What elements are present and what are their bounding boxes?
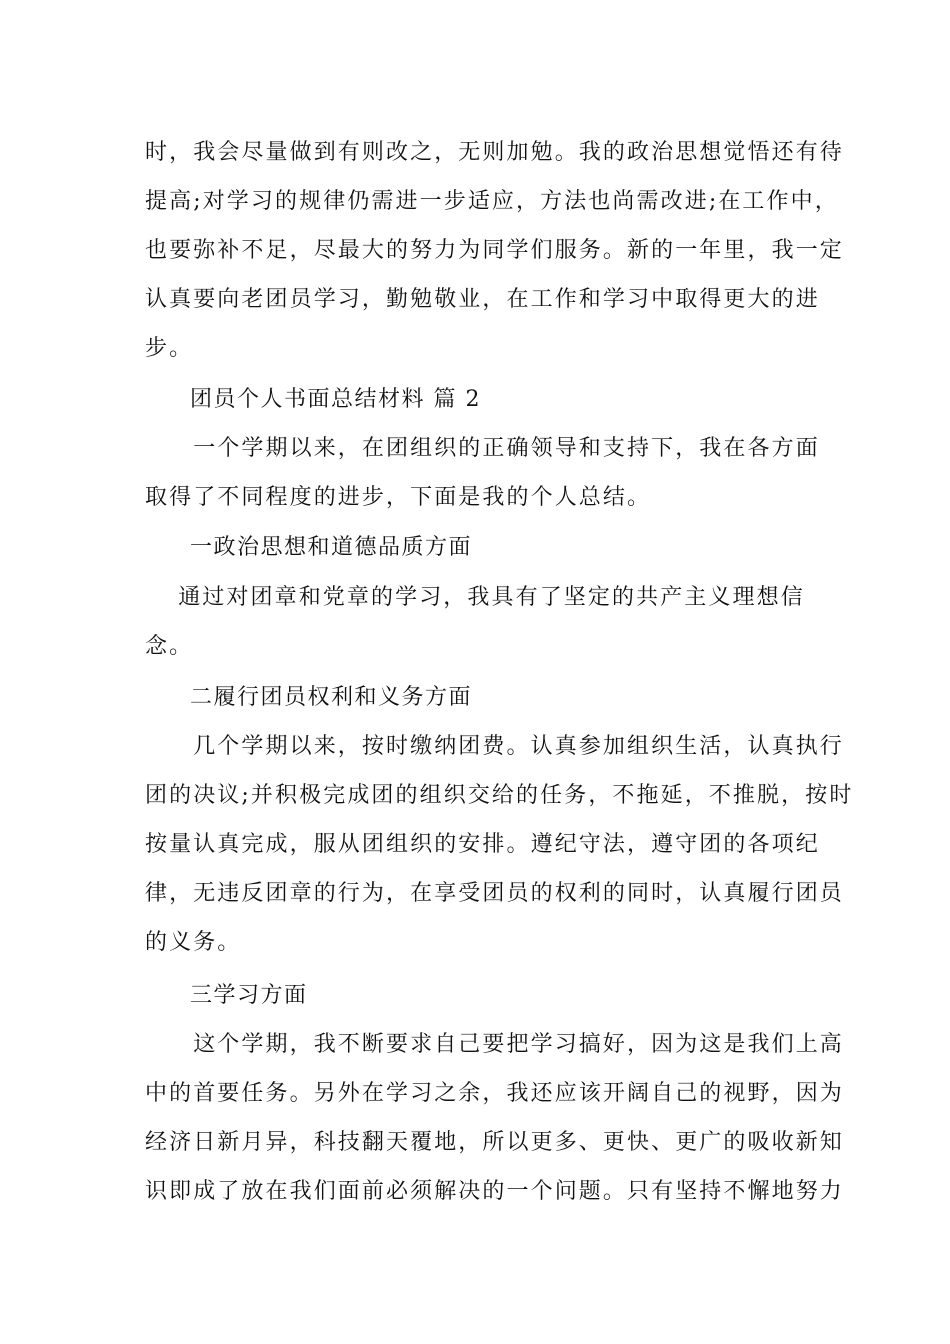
text-line: 律，无违反团章的行为，在享受团员的权利的同时，认真履行团员 xyxy=(145,881,844,906)
text-line: 也要弥补不足，尽最大的努力为同学们服务。新的一年里，我一定 xyxy=(145,238,844,263)
paragraph-political xyxy=(145,573,810,671)
text-line: 团的决议;并积极完成团的组织交给的任务，不拖延，不推脱，按时 xyxy=(145,783,854,808)
text-line: 识即成了放在我们面前必须解决的一个问题。只有坚持不懈地努力 xyxy=(145,1179,844,1204)
paragraph-duties xyxy=(145,722,854,967)
subheading-duties: 二履行团员权利和义务方面 xyxy=(190,685,473,710)
text-line: 中的首要任务。另外在学习之余，我还应该开阔自己的视野，因为 xyxy=(145,1081,844,1106)
text-line: 经济日新月异，科技翻天覆地，所以更多、更快、更广的吸收新知 xyxy=(145,1130,844,1155)
text-line: 几个学期以来，按时缴纳团费。认真参加组织生活，认真执行 xyxy=(145,734,844,759)
subheading-study: 三学习方面 xyxy=(190,983,308,1008)
text-line: 的义务。 xyxy=(145,930,242,955)
text-line: 念。 xyxy=(145,634,194,659)
text-line: 按量认真完成，服从团组织的安排。遵纪守法，遵守团的各项纪 xyxy=(145,832,820,857)
subheading-political: 一政治思想和道德品质方面 xyxy=(190,535,473,560)
paragraph-study xyxy=(145,1020,844,1216)
text-line: 时，我会尽量做到有则改之，无则加勉。我的政治思想觉悟还有待 xyxy=(145,140,844,165)
paragraph-continuation xyxy=(145,128,844,373)
text-line: 一个学期以来，在团组织的正确领导和支持下，我在各方面 xyxy=(145,436,820,461)
text-line: 步。 xyxy=(145,336,194,361)
text-line: 提高;对学习的规律仍需进一步适应，方法也尚需改进;在工作中， xyxy=(145,189,839,214)
text-line: 这个学期，我不断要求自己要把学习搞好，因为这是我们上高 xyxy=(145,1032,844,1057)
text-line: 认真要向老团员学习，勤勉敬业，在工作和学习中取得更大的进 xyxy=(145,287,820,312)
section-title: 团员个人书面总结材料 篇 2 xyxy=(190,387,481,412)
text-line: 通过对团章和党章的学习，我具有了坚定的共产主义理想信 xyxy=(145,585,805,610)
paragraph-intro xyxy=(145,424,820,522)
text-line: 取得了不同程度的进步，下面是我的个人总结。 xyxy=(145,485,652,510)
